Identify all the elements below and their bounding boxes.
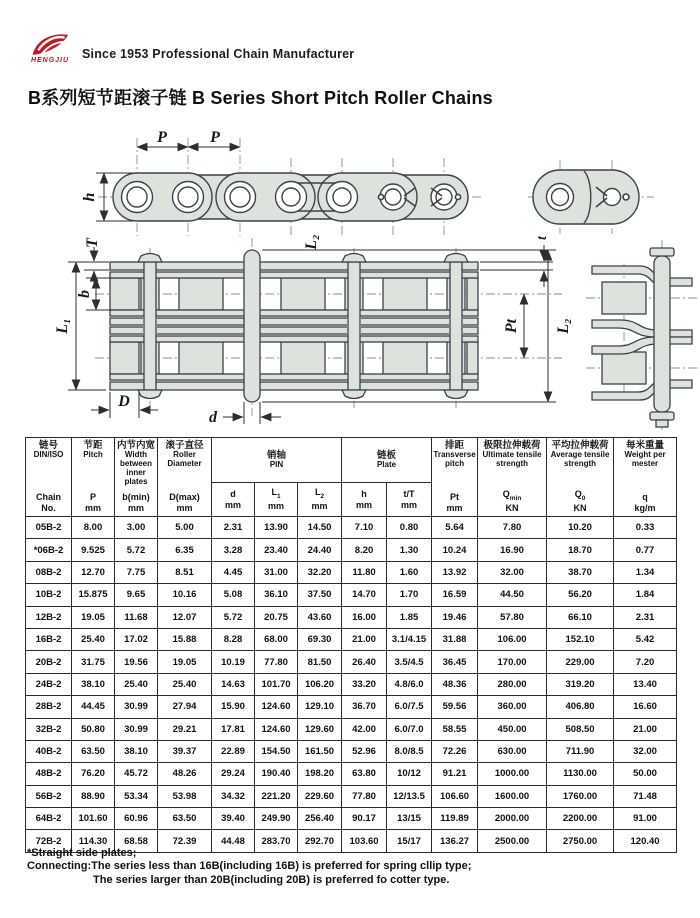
table-cell: 76.20: [72, 763, 115, 785]
table-cell: 19.56: [115, 651, 158, 673]
table-cell: 27.94: [158, 696, 212, 718]
table-cell: 5.72: [115, 539, 158, 561]
footnote-line: The series larger than 20B(including 20B) is preferred fo cotter type.: [93, 873, 450, 886]
table-cell: 16.60: [614, 696, 677, 718]
table-cell: 190.40: [255, 763, 298, 785]
table-cell: 22.89: [212, 740, 255, 762]
table-cell: 1.60: [387, 561, 432, 583]
col-header-chain-no: 链号 DIN/ISO Chain No.: [26, 438, 72, 517]
table-cell: 32.00: [478, 561, 547, 583]
table-cell: 16B-2: [26, 628, 72, 650]
table-cell: 6.35: [158, 539, 212, 561]
footnote-line: *Straight side plates;: [27, 847, 137, 859]
table-cell: 120.40: [614, 830, 677, 852]
table-cell: 52.96: [342, 740, 387, 762]
dim-label-t: t: [535, 236, 550, 240]
table-cell: 16.90: [478, 539, 547, 561]
table-cell: 38.10: [72, 673, 115, 695]
table-cell: 154.50: [255, 740, 298, 762]
table-cell: 23.40: [255, 539, 298, 561]
col-group-pin: 销轴 PIN: [212, 438, 342, 483]
col-group-plate: 链板 Plate: [342, 438, 432, 483]
table-cell: 0.77: [614, 539, 677, 561]
table-row: [26, 606, 677, 628]
table-cell: 1600.00: [478, 785, 547, 807]
spec-table-body: [26, 517, 677, 853]
table-cell: 7.10: [342, 517, 387, 539]
table-cell: 152.10: [547, 628, 614, 650]
table-cell: 170.00: [478, 651, 547, 673]
table-row: [26, 517, 677, 539]
table-cell: 20.75: [255, 606, 298, 628]
table-cell: 36.45: [432, 651, 478, 673]
table-cell: 26.40: [342, 651, 387, 673]
table-cell: 58.55: [432, 718, 478, 740]
table-cell: 50.00: [614, 763, 677, 785]
table-cell: 249.90: [255, 808, 298, 830]
table-cell: 60.96: [115, 808, 158, 830]
dim-label-D: D: [118, 393, 130, 410]
table-cell: 38.10: [115, 740, 158, 762]
table-cell: 25.40: [72, 628, 115, 650]
page-title: B系列短节距滚子链 B Series Short Pitch Roller Chains: [28, 88, 493, 108]
table-cell: 05B-2: [26, 517, 72, 539]
table-row: [26, 763, 677, 785]
table-cell: 17.81: [212, 718, 255, 740]
table-cell: 44.50: [478, 584, 547, 606]
table-cell: 3.28: [212, 539, 255, 561]
table-cell: 4.45: [212, 561, 255, 583]
table-cell: 13/15: [387, 808, 432, 830]
table-cell: 13.90: [255, 517, 298, 539]
table-cell: 0.33: [614, 517, 677, 539]
table-cell: 59.56: [432, 696, 478, 718]
dim-label-L1: L₁: [54, 318, 71, 334]
col-header-pin-l1: $L_1$ mm: [255, 483, 298, 517]
col-header-plate-t: t/T mm: [387, 483, 432, 517]
table-row: [26, 718, 677, 740]
table-cell: 39.37: [158, 740, 212, 762]
dim-label-b: b: [76, 290, 93, 298]
table-cell: 106.20: [298, 673, 342, 695]
table-cell: 57.80: [478, 606, 547, 628]
table-cell: 280.00: [478, 673, 547, 695]
table-cell: 30.99: [115, 718, 158, 740]
table-cell: 3.1/4.15: [387, 628, 432, 650]
table-cell: 1130.00: [547, 763, 614, 785]
table-cell: 13.40: [614, 673, 677, 695]
table-cell: 24.40: [298, 539, 342, 561]
dim-label-Pt: Pt: [503, 318, 520, 334]
table-cell: 53.98: [158, 785, 212, 807]
table-cell: 31.00: [255, 561, 298, 583]
col-header-transverse-pitch: 排距 Transverse pitch Pt mm: [432, 438, 478, 517]
table-cell: 28B-2: [26, 696, 72, 718]
table-cell: 3.00: [115, 517, 158, 539]
connecting-link-drawing: [592, 248, 692, 427]
table-cell: 7.20: [614, 651, 677, 673]
brand-logo-text: HENGJIU: [30, 57, 70, 64]
table-cell: 17.02: [115, 628, 158, 650]
table-cell: 19.46: [432, 606, 478, 628]
col-header-weight: 每米重量 Weight per mester q kg/m: [614, 438, 677, 517]
dim-label-L2: L₂: [555, 318, 572, 334]
table-cell: 44.45: [72, 696, 115, 718]
table-cell: 103.60: [342, 830, 387, 852]
table-cell: 283.70: [255, 830, 298, 852]
table-cell: 18.70: [547, 539, 614, 561]
table-cell: 8.20: [342, 539, 387, 561]
table-cell: 8.28: [212, 628, 255, 650]
table-cell: 360.00: [478, 696, 547, 718]
table-cell: 48.26: [158, 763, 212, 785]
brand-header: [28, 30, 354, 64]
table-cell: 10.24: [432, 539, 478, 561]
table-cell: *06B-2: [26, 539, 72, 561]
table-cell: 72.39: [158, 830, 212, 852]
table-cell: 12B-2: [26, 606, 72, 628]
table-cell: 10.16: [158, 584, 212, 606]
table-cell: 450.00: [478, 718, 547, 740]
footnote-line: Connecting:The series less than 16B(including 16B) is preferred for spring cllip type;: [27, 860, 472, 873]
table-cell: 12.70: [72, 561, 115, 583]
table-cell: 14.63: [212, 673, 255, 695]
table-cell: 48.36: [432, 673, 478, 695]
table-cell: 77.80: [255, 651, 298, 673]
table-cell: 48B-2: [26, 763, 72, 785]
table-cell: 406.80: [547, 696, 614, 718]
table-cell: 5.64: [432, 517, 478, 539]
table-cell: 12.07: [158, 606, 212, 628]
table-cell: 2500.00: [478, 830, 547, 852]
col-header-pin-l2: $L_2$ mm: [298, 483, 342, 517]
table-cell: 29.24: [212, 763, 255, 785]
col-header-pin-d: d mm: [212, 483, 255, 517]
table-cell: 2.31: [614, 606, 677, 628]
table-cell: 45.72: [115, 763, 158, 785]
table-cell: 14.70: [342, 584, 387, 606]
table-cell: 106.00: [478, 628, 547, 650]
table-cell: 12/13.5: [387, 785, 432, 807]
hengjiu-logo-icon: [30, 30, 70, 56]
table-cell: 229.60: [298, 785, 342, 807]
table-cell: 221.20: [255, 785, 298, 807]
table-cell: 1.34: [614, 561, 677, 583]
table-cell: 39.40: [212, 808, 255, 830]
table-cell: 36.10: [255, 584, 298, 606]
col-header-pitch: 节距 Pitch P mm: [72, 438, 115, 517]
table-cell: 15.88: [158, 628, 212, 650]
table-cell: 64B-2: [26, 808, 72, 830]
dim-label-d: d: [209, 409, 217, 426]
table-row: [26, 561, 677, 583]
table-cell: 2750.00: [547, 830, 614, 852]
col-header-average-strength: 平均拉伸载荷 Average tensile strength $Q_0$ KN: [547, 438, 614, 517]
table-cell: 1000.00: [478, 763, 547, 785]
table-cell: 198.20: [298, 763, 342, 785]
table-cell: 1.30: [387, 539, 432, 561]
table-cell: 72B-2: [26, 830, 72, 852]
col-header-ultimate-strength: 极限拉伸载荷 Ultimate tensile strength $Q_{min}$ KN: [478, 438, 547, 517]
table-cell: 16.59: [432, 584, 478, 606]
dim-label-L2: L₂: [303, 234, 320, 250]
table-cell: 21.00: [342, 628, 387, 650]
table-cell: 7.80: [478, 517, 547, 539]
table-cell: 25.40: [115, 673, 158, 695]
table-cell: 106.60: [432, 785, 478, 807]
table-cell: 5.00: [158, 517, 212, 539]
table-cell: 37.50: [298, 584, 342, 606]
table-cell: 124.60: [255, 718, 298, 740]
table-cell: 63.50: [158, 808, 212, 830]
table-cell: 38.70: [547, 561, 614, 583]
table-row: [26, 696, 677, 718]
table-cell: 1760.00: [547, 785, 614, 807]
table-cell: 68.58: [115, 830, 158, 852]
table-cell: 91.21: [432, 763, 478, 785]
table-cell: 124.60: [255, 696, 298, 718]
table-cell: 711.90: [547, 740, 614, 762]
table-cell: 56.20: [547, 584, 614, 606]
table-cell: 21.00: [614, 718, 677, 740]
table-row: [26, 628, 677, 650]
table-cell: 2000.00: [478, 808, 547, 830]
table-cell: 3.5/4.5: [387, 651, 432, 673]
dim-label-pitch: P: [157, 130, 167, 146]
col-header-inner-width: 内节内宽 Width between inner plates b(min) mm: [115, 438, 158, 517]
table-cell: 72.26: [432, 740, 478, 762]
table-cell: 30.99: [115, 696, 158, 718]
table-cell: 50.80: [72, 718, 115, 740]
col-header-roller-diameter: 滚子直径 Roller Diameter D(max) mm: [158, 438, 212, 517]
table-cell: 44.48: [212, 830, 255, 852]
table-cell: 56B-2: [26, 785, 72, 807]
table-cell: 43.60: [298, 606, 342, 628]
table-cell: 81.50: [298, 651, 342, 673]
table-cell: 77.80: [342, 785, 387, 807]
table-cell: 5.72: [212, 606, 255, 628]
table-cell: 7.75: [115, 561, 158, 583]
table-cell: 11.68: [115, 606, 158, 628]
table-row: [26, 651, 677, 673]
table-cell: 63.50: [72, 740, 115, 762]
table-cell: 53.34: [115, 785, 158, 807]
table-cell: 4.8/6.0: [387, 673, 432, 695]
table-cell: 10/12: [387, 763, 432, 785]
table-cell: 34.32: [212, 785, 255, 807]
table-cell: 6.0/7.0: [387, 718, 432, 740]
table-cell: 2.31: [212, 517, 255, 539]
table-cell: 8.00: [72, 517, 115, 539]
table-cell: 101.70: [255, 673, 298, 695]
table-cell: 10.19: [212, 651, 255, 673]
table-cell: 5.08: [212, 584, 255, 606]
technical-drawing: [0, 130, 700, 437]
table-row: [26, 785, 677, 807]
table-cell: 8.0/8.5: [387, 740, 432, 762]
table-cell: 10.20: [547, 517, 614, 539]
table-row: [26, 584, 677, 606]
table-cell: 319.20: [547, 673, 614, 695]
table-cell: 129.60: [298, 718, 342, 740]
table-cell: 1.84: [614, 584, 677, 606]
table-cell: 10B-2: [26, 584, 72, 606]
table-cell: 1.85: [387, 606, 432, 628]
table-cell: 31.75: [72, 651, 115, 673]
table-cell: 71.48: [614, 785, 677, 807]
table-cell: 114.30: [72, 830, 115, 852]
table-cell: 508.50: [547, 718, 614, 740]
table-cell: 229.00: [547, 651, 614, 673]
dim-label-h: h: [81, 192, 98, 202]
long-pin: [244, 250, 260, 402]
table-cell: 40B-2: [26, 740, 72, 762]
table-cell: 63.80: [342, 763, 387, 785]
table-row: [26, 740, 677, 762]
table-cell: 36.70: [342, 696, 387, 718]
table-cell: 32B-2: [26, 718, 72, 740]
table-cell: 136.27: [432, 830, 478, 852]
table-cell: 16.00: [342, 606, 387, 628]
table-cell: 42.00: [342, 718, 387, 740]
brand-logo: [28, 30, 72, 64]
table-cell: 101.60: [72, 808, 115, 830]
table-cell: 68.00: [255, 628, 298, 650]
brand-tagline: Since 1953 Professional Chain Manufacturer: [82, 47, 355, 61]
spec-table-wrap: [25, 437, 677, 853]
table-cell: 8.51: [158, 561, 212, 583]
table-cell: 161.50: [298, 740, 342, 762]
table-cell: 29.21: [158, 718, 212, 740]
dim-label-T: T: [84, 238, 101, 248]
table-cell: 19.05: [72, 606, 115, 628]
table-cell: 14.50: [298, 517, 342, 539]
table-cell: 13.92: [432, 561, 478, 583]
table-cell: 2200.00: [547, 808, 614, 830]
table-cell: 5.42: [614, 628, 677, 650]
table-cell: 24B-2: [26, 673, 72, 695]
table-row: [26, 539, 677, 561]
table-cell: 32.00: [614, 740, 677, 762]
table-row: [26, 808, 677, 830]
table-cell: 33.20: [342, 673, 387, 695]
table-cell: 20B-2: [26, 651, 72, 673]
table-cell: 0.80: [387, 517, 432, 539]
table-cell: 25.40: [158, 673, 212, 695]
table-cell: 91.00: [614, 808, 677, 830]
table-cell: 32.20: [298, 561, 342, 583]
single-link-drawing: [533, 170, 639, 224]
table-cell: 292.70: [298, 830, 342, 852]
table-cell: 15.90: [212, 696, 255, 718]
table-cell: 19.05: [158, 651, 212, 673]
table-cell: 66.10: [547, 606, 614, 628]
table-cell: 256.40: [298, 808, 342, 830]
table-cell: 1.70: [387, 584, 432, 606]
side-view-drawing: [113, 170, 639, 224]
table-cell: 119.89: [432, 808, 478, 830]
table-cell: 9.525: [72, 539, 115, 561]
table-cell: 90.17: [342, 808, 387, 830]
dim-label-pitch: P: [210, 130, 220, 146]
table-cell: 31.88: [432, 628, 478, 650]
table-cell: 69.30: [298, 628, 342, 650]
table-cell: 08B-2: [26, 561, 72, 583]
table-cell: 15/17: [387, 830, 432, 852]
table-cell: 11.80: [342, 561, 387, 583]
footnotes: [27, 847, 471, 887]
col-header-plate-h: h mm: [342, 483, 387, 517]
plan-view-drawing: [110, 250, 478, 402]
table-cell: 88.90: [72, 785, 115, 807]
spec-table: [25, 437, 677, 853]
table-cell: 15.875: [72, 584, 115, 606]
table-cell: 6.0/7.5: [387, 696, 432, 718]
table-cell: 129.10: [298, 696, 342, 718]
table-cell: 630.00: [478, 740, 547, 762]
table-row: [26, 673, 677, 695]
table-cell: 9.65: [115, 584, 158, 606]
